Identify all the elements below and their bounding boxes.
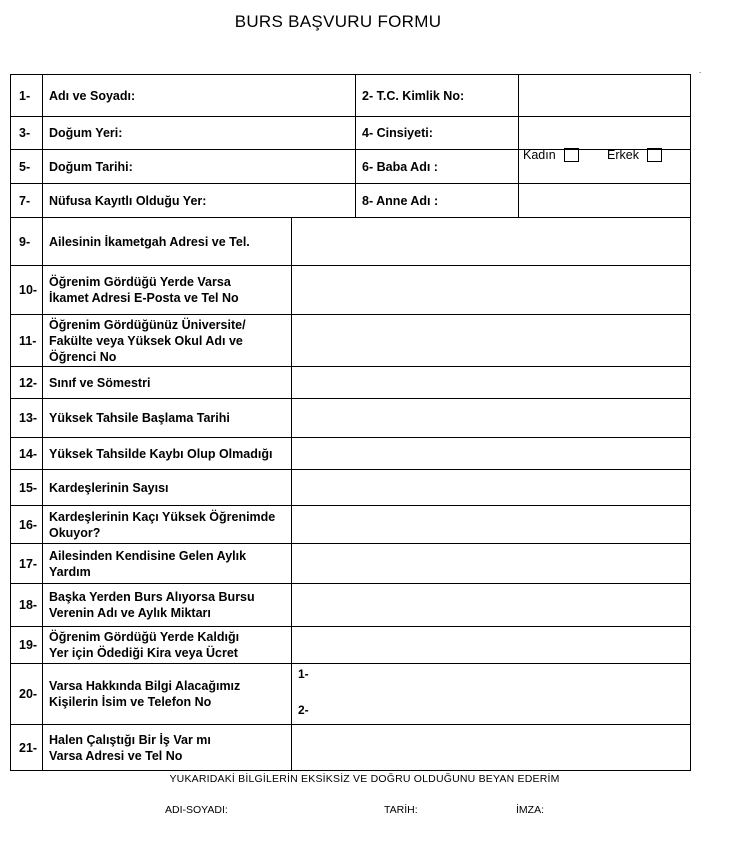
field-label: Cinsiyeti: <box>376 126 433 140</box>
row-number: 19- <box>11 627 43 664</box>
field-label: Kardeşlerinin Kaçı Yüksek Öğrenimde Okuyor? <box>43 506 292 544</box>
male-label: Erkek <box>607 148 639 162</box>
field-label-birthplace: Doğum Yeri: <box>43 117 356 150</box>
corner-mark: . <box>699 66 702 75</box>
field-label: Baba Adı : <box>376 159 438 174</box>
field-label: Ailesinden Kendisine Gelen Aylık Yardım <box>43 544 292 584</box>
field-label-gender <box>356 117 519 150</box>
field-label: T.C. Kimlik No: <box>376 88 465 103</box>
table-row <box>11 506 691 544</box>
details-table <box>10 217 691 771</box>
field-label-registry: Nüfusa Kayıtlı Olduğu Yer: <box>43 184 356 218</box>
table-row <box>11 664 691 725</box>
row-number: 1- <box>11 75 43 117</box>
field-label: Ailesinin İkametgah Adresi ve Tel. <box>43 218 292 266</box>
input-cell[interactable] <box>292 725 691 771</box>
reference-2-label: 2- <box>298 703 309 717</box>
row-number: 20- <box>11 664 43 725</box>
personal-info-table <box>10 74 691 218</box>
field-label: Öğrenim Gördüğü Yerde Kaldığı Yer için Ödediği Kira veya Ücret <box>43 627 292 664</box>
female-checkbox[interactable] <box>564 148 579 162</box>
row-number: 18- <box>11 584 43 627</box>
row-number: 7- <box>11 184 43 218</box>
row-number: 8- <box>362 193 374 208</box>
field-label: Öğrenim Gördüğü Yerde Varsa İkamet Adresi E-Posta ve Tel No <box>43 266 292 315</box>
field-label-birthdate: Doğum Tarihi: <box>43 150 356 184</box>
references-input-cell[interactable] <box>292 664 691 725</box>
input-cell[interactable] <box>292 399 691 438</box>
row-number: 15- <box>11 470 43 506</box>
form-title: BURS BAŞVURU FORMU <box>234 12 442 31</box>
input-cell[interactable] <box>292 627 691 664</box>
tc-input-cell[interactable] <box>519 75 691 117</box>
row-number: 2- <box>362 88 374 103</box>
field-label: Halen Çalıştığı Bir İş Var mı Varsa Adresi ve Tel No <box>43 725 292 771</box>
table-row <box>11 725 691 771</box>
field-label: Kardeşlerinin Sayısı <box>43 470 292 506</box>
input-cell[interactable] <box>292 584 691 627</box>
table-row <box>11 315 691 367</box>
table-row <box>11 266 691 315</box>
table-row <box>11 627 691 664</box>
row-number: 11- <box>11 315 43 367</box>
field-label-tc <box>356 75 519 117</box>
table-row <box>11 438 691 470</box>
female-label: Kadın <box>523 148 556 162</box>
field-label: Sınıf ve Sömestri <box>43 367 292 399</box>
field-label: Varsa Hakkında Bilgi Alacağımız Kişilerin İsim ve Telefon No <box>43 664 292 725</box>
table-row <box>11 150 691 184</box>
input-cell[interactable] <box>292 544 691 584</box>
table-row <box>11 117 691 150</box>
reference-1-label: 1- <box>298 667 309 681</box>
row-number: 21- <box>11 725 43 771</box>
row-number: 6- <box>362 159 374 174</box>
row-number: 4- <box>362 126 374 140</box>
table-row <box>11 544 691 584</box>
signature-sign-label: İMZA: <box>516 804 544 816</box>
table-row <box>11 470 691 506</box>
field-label-name: Adı ve Soyadı: <box>43 75 356 117</box>
row-number: 5- <box>11 150 43 184</box>
table-row <box>11 218 691 266</box>
table-row <box>11 367 691 399</box>
input-cell[interactable] <box>292 438 691 470</box>
table-row <box>11 584 691 627</box>
mother-input-cell[interactable] <box>519 184 691 218</box>
input-cell[interactable] <box>292 367 691 399</box>
table-row <box>11 399 691 438</box>
field-label: Öğrenim Gördüğünüz Üniversite/ Fakülte veya Yüksek Okul Adı ve Öğrenci No <box>43 315 292 367</box>
input-cell[interactable] <box>292 506 691 544</box>
field-label-mother <box>356 184 519 218</box>
male-checkbox[interactable] <box>647 148 662 162</box>
row-number: 16- <box>11 506 43 544</box>
table-row <box>11 184 691 218</box>
field-label: Yüksek Tahsilde Kaybı Olup Olmadığı <box>43 438 292 470</box>
input-cell[interactable] <box>292 218 691 266</box>
row-number: 3- <box>11 117 43 150</box>
signature-date-label: TARİH: <box>384 804 418 816</box>
row-number: 13- <box>11 399 43 438</box>
field-label: Anne Adı : <box>376 193 439 208</box>
signature-name-label: ADI-SOYADI: <box>165 804 228 816</box>
input-cell[interactable] <box>292 315 691 367</box>
field-label-father <box>356 150 519 184</box>
input-cell[interactable] <box>292 266 691 315</box>
declaration-text: YUKARIDAKİ BİLGİLERİN EKSİKSİZ VE DOĞRU OLDUĞUNU BEYAN EDERİM <box>169 773 560 785</box>
gender-cell <box>519 117 691 162</box>
row-number: 14- <box>11 438 43 470</box>
row-number: 17- <box>11 544 43 584</box>
input-cell[interactable] <box>292 470 691 506</box>
field-label: Başka Yerden Burs Alıyorsa Bursu Verenin Adı ve Aylık Miktarı <box>43 584 292 627</box>
table-row <box>11 75 691 117</box>
field-label: Yüksek Tahsile Başlama Tarihi <box>43 399 292 438</box>
row-number: 9- <box>11 218 43 266</box>
row-number: 12- <box>11 367 43 399</box>
row-number: 10- <box>11 266 43 315</box>
